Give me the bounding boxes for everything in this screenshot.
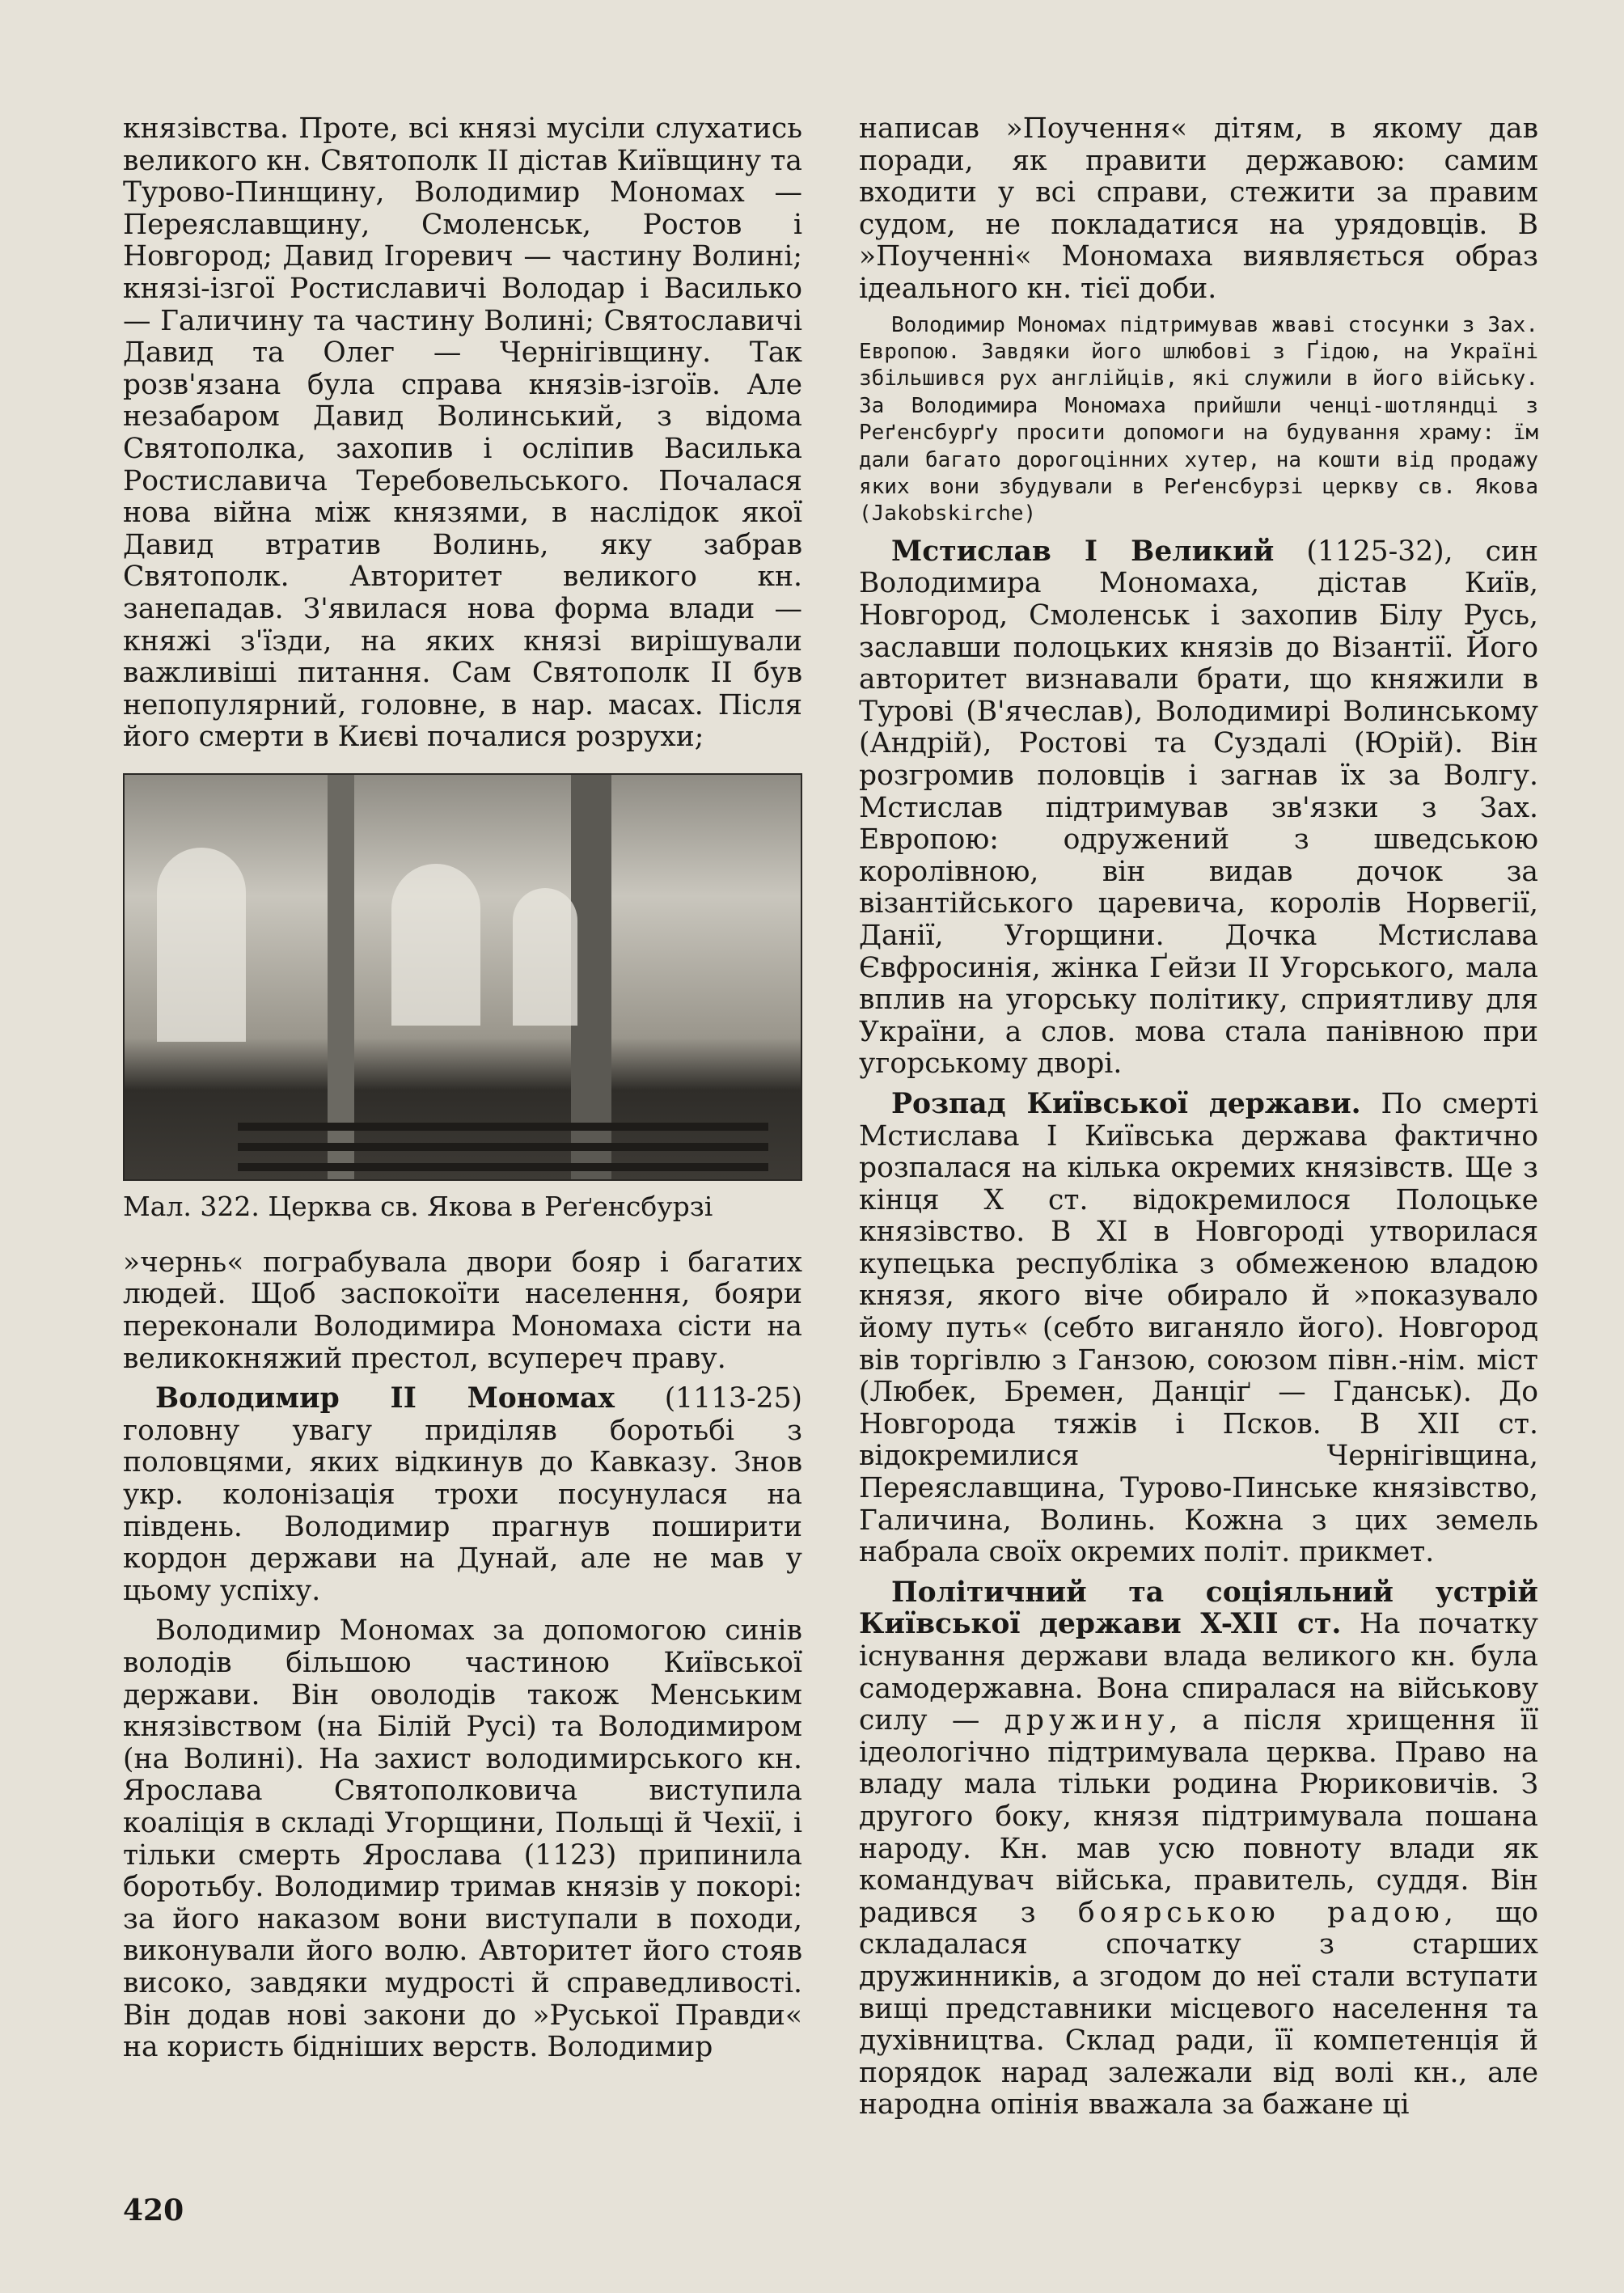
section-heading: Мстислав I Великий bbox=[891, 535, 1275, 568]
paragraph-text: , а після хрищення її ідеологічно підтримувала церква. Право на владу мала тільки родина Рюриковичів. З другого боку, князя підтримувала пошана народу. Кн. мав усю повноту влади як командувач війська, правитель, суддя. Він радився з bbox=[859, 1704, 1539, 1929]
paragraph: написав »Поучення« дітям, в якому дав поради, як правити державою: самим входити у всі справи, стежити за правим судом, не покладатися на урядовців. В »Поученні« Мономаха виявляється образ ідеального кн. тієї доби. bbox=[859, 112, 1538, 305]
paragraph bbox=[859, 1577, 1538, 2122]
church-photo bbox=[123, 773, 802, 1181]
paragraph: »чернь« пограбувала двори бояр і багатих людей. Щоб заспокоїти населення, бояри переконали Володимира Мономаха сісти на великокняжий престол, всупереч праву. bbox=[123, 1246, 802, 1375]
paragraph-text: На початку існування держави влада великого кн. була самодержавна. Вона спиралася на військову силу — bbox=[859, 1608, 1538, 1737]
small-print-paragraph: Володимир Мономах підтримував жваві стосунки з Зах. Европою. Завдяки його шлюбові з Ґідою, на Україні збільшився рух англійців, які служили в його війську. За Володимира Мономаха прийшли ченці-шотляндці з Реґенсбурґу просити допомоги на будування храму: їм дали багато дорогоцінних хутер, на кошти від продажу яких вони збудували в Реґенсбурзі церкву св. Якова (Jakobskirche) bbox=[859, 312, 1538, 527]
arch-shape bbox=[391, 864, 480, 1026]
spaced-term: дружину bbox=[1004, 1704, 1169, 1737]
paragraph-text: (1125-32), син Володимира Мономаха, дістав Київ, Новгород, Смоленськ і захопив Білу Русь, заславши полоцьких князів до Візантії. Його авторитет визнавали брати, що княжили в Турові (В'ячеслав), Володимирі Волинському (Андрій), Ростові та Суздалі (Юрій). Він розгромив половців і загнав їх за Волгу. Мстислав підтримував зв'язки з Зах. Европою: одружений з шведською королівною, він видав дочок за візантійського царевича, королів Норвегії, Данії, Угорщини. Дочка Мстислава Євфросинія, жінка Ґейзи II Угорського, мала вплив на угорську політику, сприятливу для України, а слов. мова стала панівною при угорському дворі. bbox=[859, 535, 1538, 1081]
figure-caption: Мал. 322. Церква св. Якова в Реґенсбурзі bbox=[123, 1190, 713, 1222]
arch-shape bbox=[513, 888, 577, 1026]
section-heading: Володимир II Мономах bbox=[155, 1382, 615, 1415]
paragraph: Володимир Мономах за допомогою синів володів більшою частиною Київської держави. Він оволодів також Менським князівством (на Білій Русі) та Володимиром (на Волині). На захист володимирського кн. Ярослава Святополковича виступила коаліція в складі Угорщини, Польщі й Чехії, і тільки смерть Ярослава (1123) припинила боротьбу. Володимир тримав князів у покорі: за його наказом вони виступали в походи, виконували його волю. Авторитет його стояв високо, завдяки мудрості й справедливості. Він додав нові закони до »Руської Правди« на користь бідніших верств. Володимир bbox=[123, 1614, 802, 2064]
pew-shape bbox=[238, 1163, 768, 1171]
right-column bbox=[859, 113, 1538, 2122]
paragraph bbox=[859, 1089, 1538, 1569]
pew-shape bbox=[238, 1123, 768, 1131]
page-number: 420 bbox=[123, 2194, 184, 2227]
section-heading: Розпад Київської держави. bbox=[891, 1087, 1361, 1120]
paragraph-text: , що складалася спочатку з старших дружинників, а згодом до неї стали вступати вищі представники місцевого населення та духівництва. Склад ради, її компетенція й порядок нарад залежали від волі кн., але народна опінія вважала за бажане ці bbox=[859, 1896, 1539, 2122]
paragraph-text: (1113-25) головну увагу приділяв боротьбі з половцями, яких відкинув до Кавказу. Знов укр. колонізація трохи посунулася на південь. Володимир прагнув поширити кордон держави на Дунай, але не мав у цьому успіху. bbox=[123, 1382, 802, 1607]
spaced-term: боярською радою bbox=[1077, 1896, 1444, 1929]
arch-shape bbox=[157, 848, 246, 1042]
paragraph bbox=[859, 536, 1538, 1081]
paragraph bbox=[123, 1383, 802, 1607]
paragraph-text: По смерті Мстислава I Київська держава фактично розпалася на кілька окремих князівств. Ще з кінця X ст. відокремилося Полоцьке князівство. В XI в Новгороді утворилася купецька республіка з обмеженою владою князя, якого віче обирало й »показувало йому путь« (себто виганяло його). Новгород вів торгівлю з Ганзою, союзом півн.-нім. міст (Любек, Бремен, Данціґ — Гданськ). До Новгорода тяжів і Псков. В XII ст. відокремилися Чернігівщина, Переяславщина, Турово-Пинське князівство, Галичина, Волинь. Кожна з цих земель набрала своїх окремих політ. прикмет. bbox=[859, 1087, 1538, 1569]
paragraph: князівства. Проте, всі князі мусіли слухатись великого кн. Святополк II дістав Київщину та Турово-Пинщину, Володимир Мономах — Переяславщину, Смоленськ, Ростов і Новгород; Давид Ігоревич — частину Волині; князі-ізгої Ростиславичі Володар і Василько — Галичину та частину Волині; Святославичі Давид та Олег — Чернігівщину. Так розв'язана була справа князів-ізгоїв. Але незабаром Давид Волинський, з відома Святополка, захопив і осліпив Василька Ростиславича Теребовельського. Почалася нова війна між князями, в наслідок якої Давид втратив Волинь, яку забрав Святополк. Авторитет великого кн. занепадав. З'явилася нова форма влади — княжі з'їзди, на яких князі вирішували важливіші питання. Сам Святополк II був непопулярний, головне, в нар. масах. Після його смерти в Києві почалися розрухи; bbox=[123, 112, 802, 754]
left-column bbox=[123, 113, 802, 2064]
section-heading: Політичний та соціяльний устрій Київської держави X-XII ст. bbox=[859, 1576, 1538, 1641]
pew-shape bbox=[238, 1143, 768, 1151]
